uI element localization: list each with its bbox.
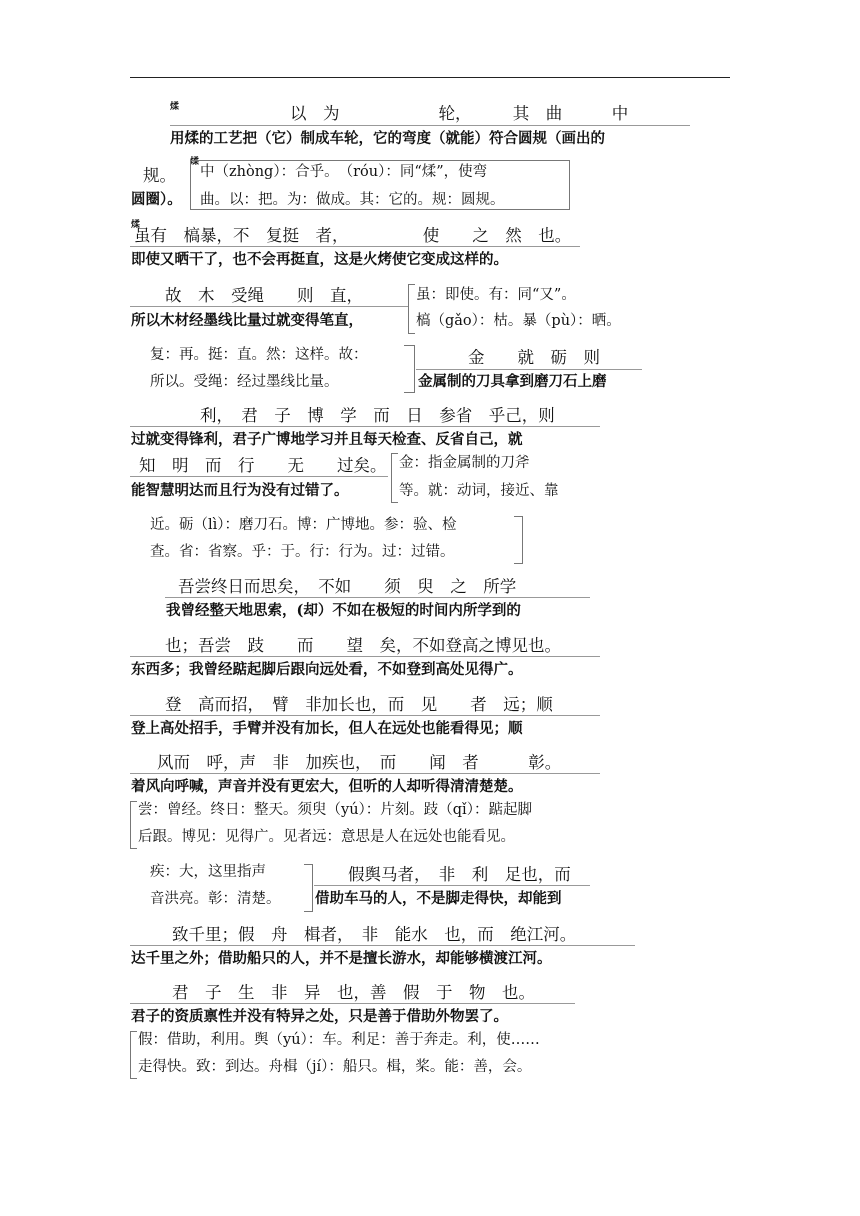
note-line: 虽：即使。有：同“又”。 [416,287,576,303]
note-line: 槁（gǎo）：枯。暴（pù）：晒。 [416,313,621,329]
translation-line: 我曾经整天地思索，(却）不如在极短的时间内所学到的 [166,602,521,619]
source-line: 风而 呼，声 非 加疾也， 而 闻 者 彰。 [157,753,562,772]
note-line: 曲。以：把。为：做成。其：它的。规：圆规。 [200,192,505,208]
source-line: 故 木 受绳 则 直， [165,286,363,305]
note-bracket [514,516,523,564]
source-line: 也；吾尝 跂 而 望 矣，不如登高之博见也。 [165,636,561,655]
underline [130,656,600,657]
source-line: 规。 [143,166,176,185]
note-bracket [304,864,313,912]
translation-line: 圆圈）。 [131,191,182,208]
underline [130,306,408,307]
underline [165,597,590,598]
underline [130,773,600,774]
source-line: 登 高而招， 臂 非加长也，而 见 者 远；顺 [165,695,553,714]
underline [416,369,642,370]
small-glyph: 煣 [170,102,180,112]
note-line: 所以。受绳：经过墨线比量。 [150,374,339,390]
note-line: 假：借助，利用。舆（yú）：车。利足：善于奔走。利，使…… [138,1032,540,1048]
note-bracket [408,284,415,334]
translation-line: 达千里之外；借助船只的人，并不是擅长游水，却能够横渡江河。 [131,950,552,967]
note-line: 音洪亮。彰：清楚。 [150,891,281,907]
underline [130,426,600,427]
underline [130,945,635,946]
source-line: 知 明 而 行 无 过矣。 [139,456,387,475]
small-glyph: 煣 [190,157,200,167]
note-line: 复：再。挺：直。然：这样。故： [150,347,368,363]
underline [130,1003,575,1004]
translation-line: 借助车马的人，不是脚走得快，却能到 [315,890,562,907]
underline [130,246,580,247]
translation-line: 金属制的刀具拿到磨刀石上磨 [418,373,607,390]
translation-line: 着风向呼喊，声音并没有更宏大，但听的人却听得清清楚楚。 [131,778,523,795]
translation-line: 即使又晒干了，也不会再挺直，这是火烤使它变成这样的。 [131,251,508,268]
small-glyph: 煣 [131,220,141,230]
underline [314,885,590,886]
translation-line: 过就变得锋利，君子广博地学习并且每天检查、反省自己，就 [131,431,523,448]
note-line: 疾：大，这里指声 [150,864,266,880]
note-line: 等。就：动词，接近、靠 [399,483,559,499]
translation-line: 君子的资质禀性并没有特异之处，只是善于借助外物罢了。 [131,1008,508,1025]
note-bracket [130,801,137,849]
note-bracket [391,453,398,503]
source-line: 君 子 生 非 异 也，善 假 于 物 也。 [172,983,535,1002]
note-bracket [130,1031,137,1079]
note-bracket [404,345,415,393]
note-line: 尝：曾经。终日：整天。须臾（yú）：片刻。跂（qǐ）：踮起脚 [138,802,532,818]
note-line: 中（zhòng）：合乎。 （róu）：同“煣”，使弯 [200,164,488,180]
note-line: 走得快。致：到达。舟楫（jí）：船只。楫，桨。能：善，会。 [138,1059,532,1075]
source-line: 利， 君 子 博 学 而 日 参省 乎己，则 [200,406,555,425]
source-line: 以 为 轮， 其 曲 中 [290,104,629,123]
translation-line: 所以木材经墨线比量过就变得笔直， [131,312,363,329]
underline [130,715,600,716]
underline [130,476,388,477]
source-line: 假舆马者， 非 利 足也，而 [348,865,571,884]
note-line: 查。省：省察。乎：于。行：行为。过：过错。 [150,544,455,560]
translation-line: 登上高处招手，手臂并没有加长，但人在远处也能看得见；顺 [131,720,523,737]
source-line: 金 就 砺 则 [468,348,600,367]
source-line: 致千里；假 舟 楫者， 非 能水 也，而 绝江河。 [172,925,577,944]
note-line: 后跟。博见：见得广。见者远：意思是人在远处也能看见。 [138,829,515,845]
underline [170,125,690,126]
translation-line: 东西多；我曾经踮起脚后跟向远处看，不如登到高处见得广。 [131,661,523,678]
source-line: 吾尝终日而思矣， 不如 须 臾 之 所学 [178,577,517,596]
note-line: 金：指金属制的刀斧 [399,455,530,471]
top-rule [130,77,730,78]
translation-line: 用煣的工艺把（它）制成车轮，它的弯度（就能）符合圆规（画出的 [170,130,605,147]
note-line: 近。砺（lì）：磨刀石。博：广博地。参：验、检 [150,517,457,533]
source-line: 虽有 槁暴，不 复挺 者， 使 之 然 也。 [134,226,572,245]
translation-line: 能智慧明达而且行为没有过错了。 [131,482,349,499]
